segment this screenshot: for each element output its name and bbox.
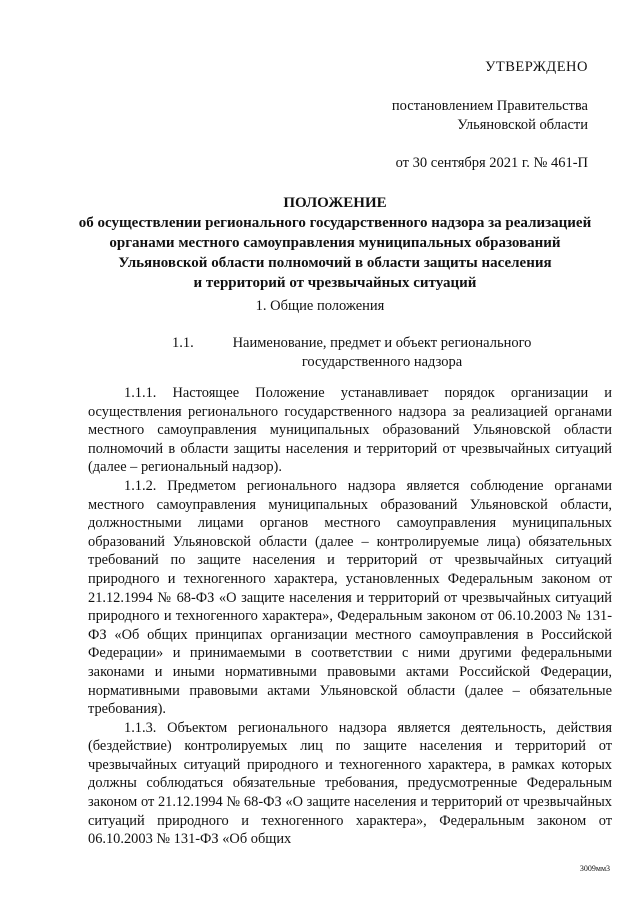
paragraph-1-1-3: 1.1.3. Объектом регионального надзора является деятельность, действия (бездействие) контролируемых лиц по защите населения и территорий от чрезвычайных ситуаций природного и техногенного характера, в рамках которых должны соблюдаться обязательные требования, предусмотренные Федеральным законом от 21.12.1994 № 68-ФЗ «О защите населения и территорий от чрезвычайных ситуаций природного и техногенного характера», Федеральным законом от 06.10.2003 № 131-ФЗ «Об общих (88, 719, 612, 848)
title-heading: ПОЛОЖЕНИЕ (283, 195, 387, 211)
approval-line-1: постановлением Правительства (391, 98, 588, 114)
paragraph-1-1-1: 1.1.1. Настоящее Положение устанавливает порядок организации и осуществления регионального государственного надзора за реализацией органами местного самоуправления муниципальных образований Ульяновской области полномочий в области защиты населения и территорий от чрезвычайных ситуаций (далее – региональный надзор). (88, 385, 612, 476)
approval-date: от 30 сентября 2021 г. № 461-П (395, 155, 588, 171)
title-line-3: Ульяновской области полномочий в области защиты населения (118, 255, 552, 271)
title-line-4: и территорий от чрезвычайных ситуаций (193, 275, 477, 291)
paragraph-1-1-2: 1.1.2. Предметом регионального надзора является соблюдение органами местного самоуправления муниципальных образований Ульяновской области, должностными лицами органов местного самоуправления муниципальных образований Ульяновской области (далее – контролируемые лица) обязательных требований по защите населения и территорий от чрезвычайных ситуаций природного и техногенного характера, установленных Федеральным законом от 21.12.1994 № 68-ФЗ «О защите населения и территорий от чрезвычайных ситуаций природного и техногенного характера», Федеральным законом от 06.10.2003 № 131-ФЗ «Об общих принципах организации местного самоуправления в Российской Федерации» и принимаемыми в соответствии с ними другими федеральными законами и иными нормативными правовыми актами Российской Федерации, нормативными правовыми актами Ульяновской области (далее – обязательные требования). (88, 477, 612, 718)
title-line-2: органами местного самоуправления муниципальных образований (109, 235, 561, 251)
subsection-text: Наименование, предмет и объект регионального государственного надзора (232, 335, 532, 370)
document-title (60, 193, 610, 293)
approval-stamp (392, 58, 588, 173)
approved-label: УТВЕРЖДЕНО (485, 59, 588, 75)
footer-code: 3009мм3 (579, 864, 610, 873)
approval-line-2: Ульяновской области (457, 117, 588, 133)
section-heading: 1. Общие положения (255, 298, 385, 314)
title-line-1: об осуществлении регионального государственного надзора за реализацией (78, 215, 592, 231)
subsection-heading (172, 334, 552, 372)
body-text (88, 384, 612, 849)
subsection-number: 1.1. (172, 335, 194, 351)
